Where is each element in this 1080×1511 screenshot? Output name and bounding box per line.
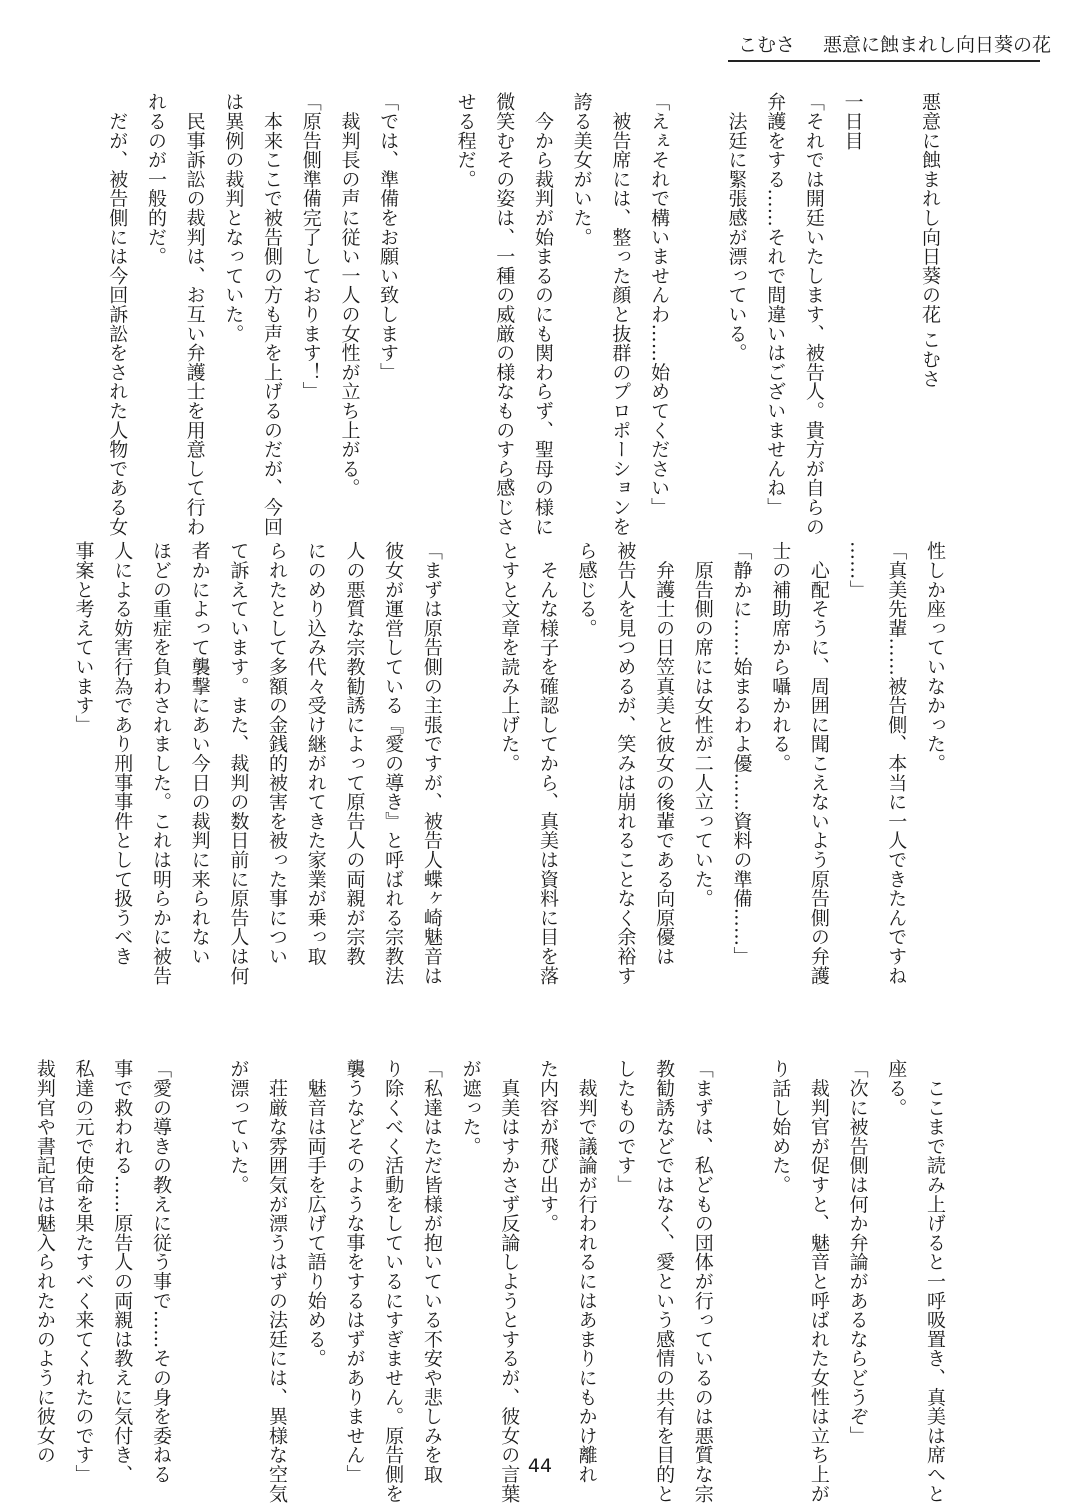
text-line: 事で救われる……原告人の両親は教えに気付き、 xyxy=(111,1059,134,1484)
text-line: 弁護をする……それで間違いはございませんね」 xyxy=(764,92,787,517)
text-line: 真美はすかさず反論しようとするが、彼女の言葉 xyxy=(498,1059,521,1503)
text-line: 被告人を見つめるが、笑みは崩れることなく余裕す xyxy=(614,541,637,985)
text-line: れるのが一般的だ。 xyxy=(144,92,167,266)
text-line: 「では、準備をお願い致します」 xyxy=(377,92,400,382)
text-line: られたとして多額の金銭的被害を被った事につい xyxy=(266,541,289,966)
text-line: とすと文章を読み上げた。 xyxy=(498,541,521,773)
page-number: 44 xyxy=(527,1455,553,1477)
text-line: 法廷に緊張感が漂っている。 xyxy=(725,92,748,363)
text-line: た内容が飛び出す。 xyxy=(536,1059,559,1233)
text-line: 者かによって襲撃にあい今日の裁判に来られない xyxy=(188,541,211,966)
text-line: 裁判長の声に従い一人の女性が立ち上がる。 xyxy=(338,92,361,498)
text-line: だが、被告側には今回訴訟をされた人物である女 xyxy=(106,92,129,536)
text-line: が遮った。 xyxy=(459,1059,482,1156)
text-line xyxy=(872,92,911,510)
text-line: 「私達はただ皆様が抱いている不安や悲しみを取 xyxy=(420,1059,443,1484)
text-line: 一日目 xyxy=(841,92,864,150)
text-line: 事案と考えています」 xyxy=(72,541,95,734)
text-line: にのめり込み代々受け継がれてきた家業が乗っ取 xyxy=(304,541,327,966)
text-line: 「それでは開廷いたします、被告人。貴方が自らの xyxy=(802,92,825,536)
header-author: こむさ xyxy=(738,34,796,56)
text-line: 「まずは原告側の主張ですが、被告人蝶ヶ崎魅音は xyxy=(420,541,443,985)
text-line: 今から裁判が始まるのにも関わらず、聖母の様に xyxy=(531,92,554,536)
text-line: 原告側の席には女性が二人立っていた。 xyxy=(691,541,714,908)
text-line: て訴えています。また、裁判の数日前に原告人は何 xyxy=(227,541,250,985)
text-line: 彼女が運営している『愛の導き』と呼ばれる宗教法 xyxy=(382,541,405,985)
text-line: り除くべく活動をしているにすぎません。原告側を xyxy=(382,1059,405,1503)
text-line: 人による妨害行為であり刑事事件として扱うべき xyxy=(111,541,134,966)
text-line: ……」 xyxy=(846,541,869,599)
text-line: 微笑むその姿は、一種の威厳の様なものすら感じさ xyxy=(493,92,516,536)
text-line: は異例の裁判となっていた。 xyxy=(222,92,245,343)
text-line: 誇る美女がいた。 xyxy=(570,92,593,247)
text-line: そんな様子を確認してから、真美は資料に目を落 xyxy=(536,541,559,985)
text-line: 教勧誘などではなく、愛という感情の共有を目的と xyxy=(653,1059,676,1503)
story-title: 悪意に蝕まれし向日葵の花 xyxy=(919,92,941,324)
text-line: 「えぇそれで構いませんわ……始めてください」 xyxy=(648,92,671,517)
text-line: 人の悪質な宗教勧誘によって原告人の両親が宗教 xyxy=(343,541,366,966)
text-line: ら感じる。 xyxy=(575,541,598,638)
text-line: 「まずは、私どもの団体が行っているのは悪質な宗 xyxy=(691,1059,714,1503)
text-line: り話し始めた。 xyxy=(769,1059,792,1195)
text-line: 「原告側準備完了しております！」 xyxy=(299,92,322,401)
text-line xyxy=(678,92,717,510)
text-line: 「愛の導きの教えに従う事で……その身を委ねる xyxy=(149,1059,172,1484)
text-line: したものです」 xyxy=(614,1059,637,1195)
text-line: 私達の元で使命を果たすべく来てくれたのです」 xyxy=(72,1059,95,1484)
text-line: 魅音は両手を広げて語り始める。 xyxy=(304,1059,327,1368)
text-line: 「次に被告側は何か弁論があるならどうぞ」 xyxy=(846,1059,869,1445)
text-line: 裁判官が促すと、魅音と呼ばれた女性は立ち上が xyxy=(807,1059,830,1503)
text-line: 襲うなどそのような事をするはずがありません」 xyxy=(343,1059,366,1484)
text-line: が漂っていた。 xyxy=(227,1059,250,1195)
text-line: 弁護士の日笠真美と彼女の後輩である向原優は xyxy=(653,541,676,966)
text-line: 「静かに……始まるわよ優……資料の準備……」 xyxy=(730,541,753,966)
story-author: こむさ xyxy=(919,329,941,388)
text-tier-1 xyxy=(98,92,949,536)
text-line: 荘厳な雰囲気が漂うはずの法廷には、異様な空気 xyxy=(266,1059,289,1503)
text-line: 裁判官や書記官は魅入られたかのように彼女の xyxy=(33,1059,56,1465)
text-line: ほどの重症を負わされました。これは明らかに被告 xyxy=(149,541,172,985)
text-line: 性しか座っていなかった。 xyxy=(924,541,946,773)
text-line: 座る。 xyxy=(885,1059,908,1117)
header-title: 悪意に蝕まれし向日葵の花 xyxy=(823,34,1052,56)
text-line: 裁判で議論が行われるにはあまりにもかけ離れ xyxy=(575,1059,598,1484)
running-header xyxy=(728,30,1052,62)
text-line: 士の補助席から囁かれる。 xyxy=(769,541,792,773)
text-line: 本来ここで被告側の方も声を上げるのだが、今回 xyxy=(261,92,284,536)
text-line xyxy=(722,1059,761,1439)
text-line: 被告席には、整った顔と抜群のプロポーションを xyxy=(609,92,632,536)
text-line xyxy=(180,1059,219,1439)
text-line: 心配そうに、周囲に聞こえないよう原告側の弁護 xyxy=(807,541,830,985)
text-line: ここまで読み上げると一呼吸置き、真美は席へと xyxy=(924,1059,946,1503)
story-title-column xyxy=(910,92,949,510)
text-line xyxy=(451,541,490,959)
text-line: せる程だ。 xyxy=(454,92,477,189)
text-tier-2 xyxy=(64,541,954,985)
text-line: 民事訴訟の裁判は、お互い弁護士を用意して行わ xyxy=(183,92,206,536)
text-line: 「真美先輩……被告側、本当に一人できたんですね xyxy=(885,541,908,985)
text-line xyxy=(407,92,446,510)
